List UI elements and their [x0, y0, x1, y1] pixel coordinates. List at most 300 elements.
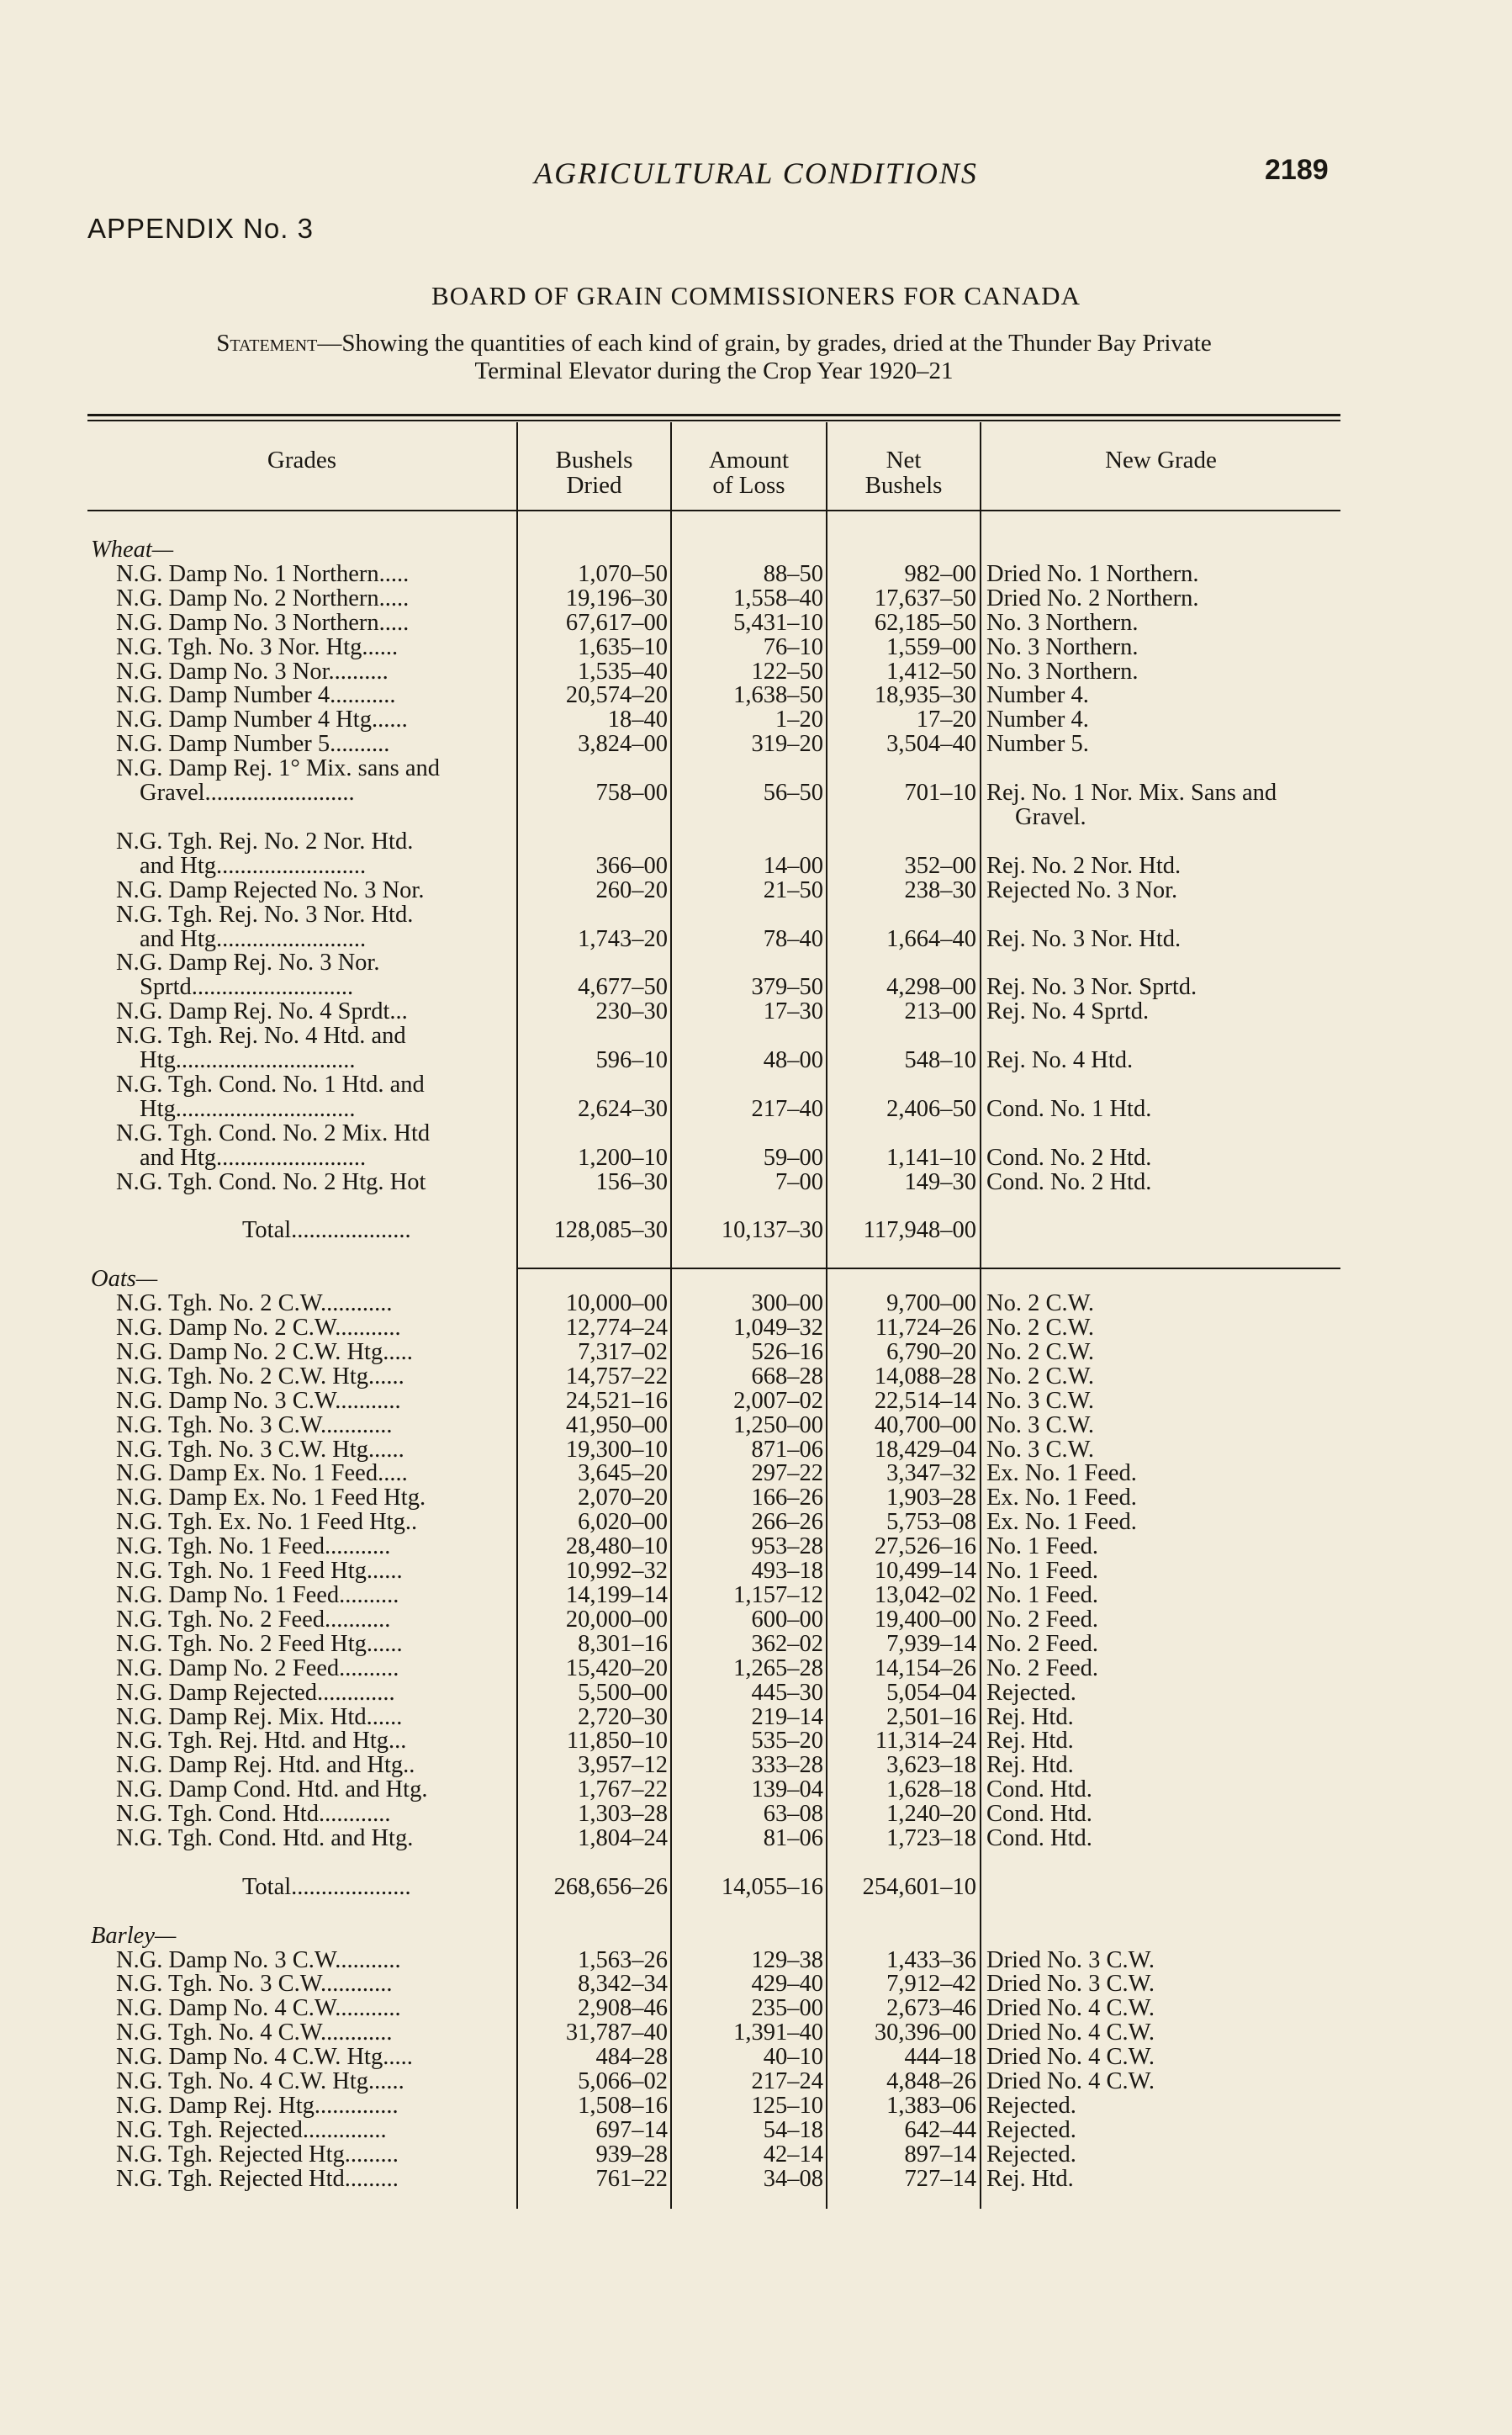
- bushels-dried-cell: 19,300–10: [565, 1437, 668, 1463]
- grade-cell: N.G. Tgh. Rej. Htd. and Htg...: [116, 1729, 407, 1755]
- bushels-dried-cell: 2,908–46: [578, 1997, 668, 2022]
- net-bushels-cell: 3,347–32: [886, 1462, 976, 1487]
- grade-cell: N.G. Tgh. Rejected Htg.........: [116, 2142, 399, 2168]
- grade-cell: N.G. Tgh. No. 3 C.W............: [116, 1413, 393, 1438]
- grade-cell: and Htg.........................: [140, 854, 367, 879]
- amount-of-loss-cell: 1,157–12: [733, 1583, 823, 1608]
- amount-of-loss-cell: 122–50: [751, 659, 823, 685]
- net-bushels-cell: 13,042–02: [874, 1583, 976, 1608]
- running-title: AGRICULTURAL CONDITIONS: [534, 156, 978, 190]
- new-grade-cell: No. 3 Northern.: [986, 659, 1139, 685]
- new-grade-cell: Ex. No. 1 Feed.: [986, 1511, 1137, 1536]
- new-grade-cell: Rej. Htd.: [986, 1705, 1074, 1730]
- bushels-dried-cell: 18–40: [607, 708, 668, 733]
- grade-cell: and Htg.........................: [140, 1146, 367, 1171]
- new-grade-cell: Ex. No. 1 Feed.: [986, 1486, 1137, 1511]
- net-bushels-cell: 3,504–40: [886, 733, 976, 758]
- net-bushels-cell: 1,903–28: [886, 1486, 976, 1511]
- grade-cell: N.G. Tgh. No. 2 Feed Htg......: [116, 1632, 403, 1657]
- new-grade-cell: Rejected.: [986, 2118, 1076, 2143]
- amount-of-loss-cell: 81–06: [763, 1827, 823, 1851]
- grade-cell: N.G. Damp No. 4 C.W...........: [116, 1997, 401, 2022]
- bushels-dried-cell: [518, 903, 668, 928]
- net-bushels-cell: 238–30: [904, 878, 976, 903]
- grade-cell: N.G. Damp No. 4 C.W. Htg.....: [116, 2046, 413, 2071]
- grade-cell: N.G. Damp Rejected No. 3 Nor.: [116, 878, 425, 903]
- grade-cell: N.G. Tgh. Ex. No. 1 Feed Htg..: [116, 1511, 418, 1536]
- section-heading: Oats—: [91, 1268, 158, 1293]
- grade-cell: N.G. Damp Number 4 Htg......: [116, 708, 408, 733]
- net-bushels-cell: 2,673–46: [886, 1997, 976, 2022]
- net-bushels-cell: [827, 1122, 976, 1146]
- bushels-dried-cell: 230–30: [595, 1000, 668, 1025]
- amount-of-loss-cell: 235–00: [751, 1997, 823, 2022]
- amount-of-loss-cell: [672, 538, 823, 563]
- header-amount-of-loss-2: of Loss: [712, 472, 785, 499]
- net-bushels-cell: 5,054–04: [886, 1681, 976, 1706]
- grade-cell: N.G. Tgh. No. 3 Nor. Htg......: [116, 635, 399, 660]
- new-grade-cell: Rej. No. 1 Nor. Mix. Sans and: [986, 781, 1277, 806]
- net-bushels-cell: 117,948–00: [863, 1219, 976, 1244]
- grade-cell: [87, 1194, 516, 1219]
- amount-of-loss-cell: [672, 1851, 823, 1876]
- bushels-dried-column: [518, 538, 668, 2192]
- table-top-rule-thin: [87, 420, 1340, 421]
- amount-of-loss-cell: [672, 903, 823, 928]
- amount-of-loss-cell: 429–40: [751, 1972, 823, 1998]
- new-grade-cell: No. 1 Feed.: [986, 1535, 1098, 1560]
- net-bushels-cell: 701–10: [904, 781, 976, 806]
- bushels-dried-cell: [518, 1851, 668, 1876]
- net-bushels-cell: 7,939–14: [886, 1632, 976, 1657]
- grade-cell: N.G. Tgh. Rej. No. 3 Nor. Htd.: [116, 903, 414, 928]
- grade-cell: N.G. Tgh. Cond. No. 2 Mix. Htd: [116, 1121, 431, 1146]
- new-grade-cell: No. 3 C.W.: [986, 1437, 1094, 1463]
- new-grade-cell: Dried No. 4 C.W.: [986, 2070, 1155, 2094]
- net-bushels-cell: 6,790–20: [886, 1340, 976, 1365]
- amount-of-loss-cell: 319–20: [751, 733, 823, 758]
- net-bushels-cell: [827, 1024, 976, 1049]
- new-grade-cell: Rejected.: [986, 2142, 1076, 2168]
- bushels-dried-cell: 128,085–30: [553, 1219, 668, 1244]
- net-bushels-cell: [827, 1900, 976, 1924]
- header-net-bushels-2: Bushels: [864, 472, 943, 499]
- net-bushels-cell: [827, 806, 976, 830]
- grade-cell: N.G. Tgh. Rej. No. 2 Nor. Htd.: [116, 829, 414, 855]
- amount-of-loss-cell: 59–00: [763, 1146, 823, 1171]
- new-grade-cell: Dried No. 4 C.W.: [986, 2021, 1155, 2046]
- bushels-dried-cell: 1,303–28: [578, 1802, 668, 1828]
- bushels-dried-cell: [518, 830, 668, 855]
- new-grade-cell: [986, 903, 1356, 928]
- net-bushels-cell: 1,141–10: [886, 1146, 976, 1171]
- bushels-dried-cell: 2,624–30: [578, 1097, 668, 1122]
- net-bushels-cell: 17–20: [916, 708, 976, 733]
- net-bushels-cell: 642–44: [904, 2118, 976, 2143]
- total-label: Total....................: [242, 1219, 411, 1244]
- amount-of-loss-cell: 1,638–50: [733, 684, 823, 709]
- new-grade-cell: Dried No. 4 C.W.: [986, 1997, 1155, 2022]
- amount-of-loss-cell: 1,391–40: [733, 2021, 823, 2046]
- amount-of-loss-cell: [672, 951, 823, 976]
- bushels-dried-cell: 1,508–16: [578, 2094, 668, 2119]
- net-bushels-cell: 19,400–00: [874, 1607, 976, 1633]
- grade-cell: N.G. Damp Rej. 1° Mix. sans and: [116, 757, 441, 782]
- header-amount-of-loss: [672, 447, 826, 498]
- new-grade-cell: Rejected No. 3 Nor.: [986, 878, 1178, 903]
- amount-of-loss-cell: [672, 1194, 823, 1219]
- new-grade-cell: No. 3 Northern.: [986, 635, 1139, 660]
- grade-cell: Htg..............................: [140, 1097, 356, 1122]
- amount-of-loss-cell: 78–40: [763, 927, 823, 952]
- amount-of-loss-cell: 297–22: [751, 1462, 823, 1487]
- grade-cell: N.G. Tgh. Cond. No. 1 Htd. and: [116, 1072, 425, 1098]
- new-grade-column: [986, 538, 1356, 2192]
- header-net-bushels: [827, 447, 980, 498]
- bushels-dried-cell: 761–22: [595, 2167, 668, 2192]
- amount-of-loss-cell: 266–26: [751, 1511, 823, 1536]
- new-grade-cell: [986, 1073, 1356, 1098]
- new-grade-cell: Rej. Htd.: [986, 1754, 1074, 1779]
- grade-cell: N.G. Damp No. 3 Northern.....: [116, 611, 410, 636]
- net-bushels-cell: 9,700–00: [886, 1292, 976, 1316]
- bushels-dried-cell: 1,535–40: [578, 659, 668, 685]
- bushels-dried-cell: 1,200–10: [578, 1146, 668, 1171]
- amount-of-loss-cell: 7–00: [775, 1170, 823, 1195]
- grade-cell: [87, 1243, 516, 1268]
- statement-line-1: —Showing the quantities of each kind of grain, by grades, dried at the Thunder Bay Private: [317, 330, 1212, 357]
- new-grade-cell: [986, 951, 1356, 976]
- grade-cell: N.G. Tgh. Rejected Htd.........: [116, 2167, 399, 2192]
- new-grade-cell: Cond. No. 2 Htd.: [986, 1170, 1152, 1195]
- grade-cell: N.G. Tgh. Cond. Htd............: [116, 1802, 391, 1828]
- header-net-bushels-1: Net: [886, 447, 922, 474]
- grade-cell: N.G. Tgh. Cond. No. 2 Htg. Hot: [116, 1170, 426, 1195]
- grade-cell: N.G. Damp No. 2 Northern.....: [116, 586, 410, 611]
- net-bushels-cell: 548–10: [904, 1049, 976, 1073]
- new-grade-cell: [986, 538, 1356, 563]
- bushels-dried-cell: [518, 806, 668, 830]
- new-grade-cell: Dried No. 4 C.W.: [986, 2046, 1155, 2071]
- bushels-dried-cell: 1,804–24: [578, 1827, 668, 1851]
- amount-of-loss-cell: 1,250–00: [733, 1413, 823, 1438]
- amount-of-loss-cell: [672, 1122, 823, 1146]
- amount-of-loss-cell: 14,055–16: [721, 1875, 823, 1900]
- net-bushels-cell: 1,433–36: [886, 1948, 976, 1973]
- amount-of-loss-cell: [672, 806, 823, 830]
- net-bushels-cell: 10,499–14: [874, 1559, 976, 1584]
- header-amount-of-loss-1: Amount: [708, 447, 790, 474]
- net-bushels-cell: 5,753–08: [886, 1511, 976, 1536]
- net-bushels-cell: 254,601–10: [862, 1875, 976, 1900]
- new-grade-cell: No. 2 C.W.: [986, 1292, 1094, 1316]
- amount-of-loss-cell: 379–50: [751, 976, 823, 1001]
- new-grade-cell: Rej. No. 4 Htd.: [986, 1049, 1134, 1073]
- grade-cell: N.G. Tgh. No. 4 C.W. Htg......: [116, 2070, 404, 2094]
- bushels-dried-cell: [518, 1900, 668, 1924]
- new-grade-cell: Rejected.: [986, 1681, 1076, 1706]
- net-bushels-cell: [827, 951, 976, 976]
- bushels-dried-cell: 19,196–30: [565, 586, 668, 611]
- grade-cell: Sprtd...........................: [140, 976, 354, 1001]
- net-bushels-cell: 18,935–30: [874, 684, 976, 709]
- grade-cell: N.G. Tgh. Rejected..............: [116, 2118, 387, 2143]
- new-grade-cell: Rej. No. 4 Sprtd.: [986, 1000, 1150, 1025]
- bushels-dried-cell: [518, 1122, 668, 1146]
- bushels-dried-cell: 8,342–34: [578, 1972, 668, 1998]
- net-bushels-cell: 1,664–40: [886, 927, 976, 952]
- net-bushels-cell: [827, 1194, 976, 1219]
- grade-cell: N.G. Damp Rej. Htg..............: [116, 2094, 399, 2119]
- grade-cell: N.G. Tgh. No. 3 C.W............: [116, 1972, 393, 1998]
- grade-cell: N.G. Damp Rej. No. 3 Nor.: [116, 951, 380, 977]
- amount-of-loss-cell: 166–26: [751, 1486, 823, 1511]
- amount-of-loss-cell: [672, 1024, 823, 1049]
- bushels-dried-cell: 596–10: [595, 1049, 668, 1073]
- new-grade-cell: [986, 1024, 1356, 1049]
- bushels-dried-cell: 484–28: [595, 2046, 668, 2071]
- new-grade-cell: Rej. Htd.: [986, 1729, 1074, 1755]
- net-bushels-cell: 2,406–50: [886, 1097, 976, 1122]
- net-bushels-cell: 1,240–20: [886, 1802, 976, 1828]
- bushels-dried-cell: 15,420–20: [565, 1656, 668, 1681]
- amount-of-loss-cell: 88–50: [763, 562, 823, 587]
- amount-of-loss-cell: 217–40: [751, 1097, 823, 1122]
- amount-of-loss-cell: 953–28: [751, 1535, 823, 1560]
- net-bushels-cell: 14,088–28: [874, 1364, 976, 1390]
- new-grade-cell: Ex. No. 1 Feed.: [986, 1462, 1137, 1487]
- grade-cell: [87, 1900, 516, 1924]
- grade-cell: N.G. Tgh. No. 2 C.W............: [116, 1292, 393, 1316]
- bushels-dried-cell: 1,767–22: [578, 1778, 668, 1803]
- statement-label: Statement: [216, 330, 318, 357]
- amount-of-loss-cell: 17–30: [763, 1000, 823, 1025]
- amount-of-loss-cell: [672, 830, 823, 855]
- bushels-dried-cell: 260–20: [595, 878, 668, 903]
- new-grade-cell: Rej. No. 3 Nor. Sprtd.: [986, 976, 1197, 1001]
- grade-cell: N.G. Damp No. 3 C.W...........: [116, 1389, 401, 1414]
- grade-cell: Gravel.........................: [140, 781, 355, 806]
- net-bushels-cell: 4,848–26: [886, 2070, 976, 2094]
- grades-column: [87, 538, 516, 2192]
- net-bushels-cell: 40,700–00: [874, 1413, 976, 1438]
- amount-of-loss-cell: 526–16: [751, 1340, 823, 1365]
- bushels-dried-cell: 2,720–30: [578, 1705, 668, 1730]
- net-bushels-cell: [827, 1073, 976, 1098]
- amount-of-loss-cell: 1,558–40: [733, 586, 823, 611]
- net-bushels-cell: [827, 1243, 976, 1268]
- amount-of-loss-cell: [672, 1900, 823, 1924]
- net-bushels-cell: 11,314–24: [875, 1729, 976, 1755]
- new-grade-cell: Rej. Htd.: [986, 2167, 1074, 2192]
- grade-cell: N.G. Damp Rejected.............: [116, 1681, 395, 1706]
- new-grade-cell: Number 4.: [986, 708, 1089, 733]
- board-title: BOARD OF GRAIN COMMISSIONERS FOR CANADA: [431, 281, 1081, 310]
- bushels-dried-cell: 156–30: [595, 1170, 668, 1195]
- grade-cell: [87, 1851, 516, 1876]
- header-bushels-dried-2: Dried: [566, 472, 622, 499]
- new-grade-cell: Dried No. 3 C.W.: [986, 1972, 1155, 1998]
- grade-cell: N.G. Damp Rej. Htd. and Htg..: [116, 1754, 415, 1779]
- net-bushels-cell: 17,637–50: [874, 586, 976, 611]
- amount-of-loss-cell: 40–10: [763, 2046, 823, 2071]
- new-grade-cell: [986, 1243, 1356, 1268]
- net-bushels-cell: 897–14: [904, 2142, 976, 2168]
- new-grade-cell: Dried No. 3 C.W.: [986, 1948, 1155, 1973]
- new-grade-cell: Rej. No. 3 Nor. Htd.: [986, 927, 1182, 952]
- amount-of-loss-cell: 1,049–32: [733, 1316, 823, 1341]
- new-grade-cell: No. 2 C.W.: [986, 1316, 1094, 1341]
- grade-cell: N.G. Damp Rej. Mix. Htd......: [116, 1705, 403, 1730]
- grade-cell: N.G. Damp Ex. No. 1 Feed Htg.: [116, 1486, 426, 1511]
- bushels-dried-cell: [518, 757, 668, 781]
- net-bushels-cell: 1,723–18: [886, 1827, 976, 1851]
- new-grade-cell: [986, 1900, 1356, 1924]
- grade-cell: N.G. Damp Rej. No. 4 Sprdt...: [116, 1000, 408, 1025]
- grade-cell: N.G. Tgh. Rej. No. 4 Htd. and: [116, 1024, 406, 1050]
- amount-of-loss-cell: 139–04: [751, 1778, 823, 1803]
- bushels-dried-cell: 5,066–02: [578, 2070, 668, 2094]
- new-grade-cell: Dried No. 2 Northern.: [986, 586, 1199, 611]
- bushels-dried-cell: 2,070–20: [578, 1486, 668, 1511]
- new-grade-cell: Cond. Htd.: [986, 1802, 1092, 1828]
- net-bushels-column: [827, 538, 976, 2192]
- amount-of-loss-cell: 63–08: [763, 1802, 823, 1828]
- net-bushels-cell: [827, 757, 976, 781]
- net-bushels-cell: 1,559–00: [886, 635, 976, 660]
- amount-of-loss-cell: 300–00: [751, 1292, 823, 1316]
- net-bushels-cell: 352–00: [904, 854, 976, 879]
- amount-of-loss-cell: [672, 1073, 823, 1098]
- amount-of-loss-cell: 493–18: [751, 1559, 823, 1584]
- amount-of-loss-cell: 362–02: [751, 1632, 823, 1657]
- section-heading: Barley—: [91, 1924, 177, 1949]
- new-grade-cell: No. 2 Feed.: [986, 1632, 1098, 1657]
- new-grade-cell: [986, 1876, 1356, 1900]
- net-bushels-cell: [827, 1924, 976, 1949]
- bushels-dried-cell: [518, 1924, 668, 1949]
- amount-of-loss-cell: 1–20: [775, 708, 823, 733]
- grade-cell: N.G. Tgh. Cond. Htd. and Htg.: [116, 1827, 414, 1851]
- bushels-dried-cell: [518, 1268, 668, 1292]
- bushels-dried-cell: 758–00: [595, 781, 668, 806]
- new-grade-cell: Number 5.: [986, 733, 1089, 758]
- bushels-dried-cell: 1,743–20: [578, 927, 668, 952]
- net-bushels-cell: 30,396–00: [874, 2021, 976, 2046]
- net-bushels-cell: 213–00: [904, 1000, 976, 1025]
- net-bushels-cell: 1,628–18: [886, 1778, 976, 1803]
- amount-of-loss-cell: 219–14: [751, 1705, 823, 1730]
- grade-cell: N.G. Damp No. 1 Feed..........: [116, 1583, 399, 1608]
- amount-of-loss-column: [672, 538, 823, 2192]
- bushels-dried-cell: 1,563–26: [578, 1948, 668, 1973]
- bushels-dried-cell: 366–00: [595, 854, 668, 879]
- amount-of-loss-cell: 871–06: [751, 1437, 823, 1463]
- bushels-dried-cell: [518, 1243, 668, 1268]
- amount-of-loss-cell: 76–10: [763, 635, 823, 660]
- new-grade-cell: Rejected.: [986, 2094, 1076, 2119]
- amount-of-loss-cell: 445–30: [751, 1681, 823, 1706]
- net-bushels-cell: 982–00: [904, 562, 976, 587]
- grade-cell: N.G. Damp Number 5..........: [116, 733, 390, 758]
- grade-cell: N.G. Tgh. No. 4 C.W............: [116, 2021, 393, 2046]
- amount-of-loss-cell: 21–50: [763, 878, 823, 903]
- bushels-dried-cell: 67,617–00: [565, 611, 668, 636]
- amount-of-loss-cell: 125–10: [751, 2094, 823, 2119]
- net-bushels-cell: 22,514–14: [874, 1389, 976, 1414]
- grade-cell: N.G. Tgh. No. 3 C.W. Htg......: [116, 1437, 404, 1463]
- bushels-dried-cell: [518, 1073, 668, 1098]
- amount-of-loss-cell: 5,431–10: [733, 611, 823, 636]
- net-bushels-cell: 11,724–26: [875, 1316, 976, 1341]
- bushels-dried-cell: [518, 538, 668, 563]
- net-bushels-cell: 2,501–16: [886, 1705, 976, 1730]
- bushels-dried-cell: [518, 1024, 668, 1049]
- grade-cell: and Htg.........................: [140, 927, 367, 952]
- amount-of-loss-cell: 10,137–30: [721, 1219, 823, 1244]
- statement-caption: [87, 330, 1340, 385]
- bushels-dried-cell: 28,480–10: [565, 1535, 668, 1560]
- grade-cell: [87, 806, 516, 830]
- amount-of-loss-cell: [672, 757, 823, 781]
- bushels-dried-cell: 3,824–00: [578, 733, 668, 758]
- amount-of-loss-cell: 2,007–02: [733, 1389, 823, 1414]
- bushels-dried-cell: [518, 1194, 668, 1219]
- amount-of-loss-cell: [672, 1268, 823, 1292]
- appendix-label: APPENDIX No. 3: [87, 213, 314, 244]
- grade-cell: N.G. Damp Ex. No. 1 Feed.....: [116, 1462, 408, 1487]
- bushels-dried-cell: 3,957–12: [578, 1754, 668, 1779]
- bushels-dried-cell: 3,645–20: [578, 1462, 668, 1487]
- new-grade-cell: Cond. No. 2 Htd.: [986, 1146, 1152, 1171]
- grade-cell: N.G. Damp No. 2 C.W. Htg.....: [116, 1340, 413, 1365]
- net-bushels-cell: [827, 1268, 976, 1292]
- section-heading: Wheat—: [91, 538, 174, 563]
- bushels-dried-cell: 268,656–26: [553, 1875, 668, 1900]
- bushels-dried-cell: 1,635–10: [578, 635, 668, 660]
- header-bushels-dried-1: Bushels: [555, 447, 633, 474]
- column-divider-4: [980, 422, 981, 2209]
- bushels-dried-cell: 11,850–10: [566, 1729, 668, 1755]
- bushels-dried-cell: 4,677–50: [578, 976, 668, 1001]
- bushels-dried-cell: 24,521–16: [565, 1389, 668, 1414]
- net-bushels-cell: 149–30: [904, 1170, 976, 1195]
- bushels-dried-cell: 6,020–00: [578, 1511, 668, 1536]
- grade-cell: N.G. Damp Number 4...........: [116, 684, 396, 709]
- bushels-dried-cell: 41,950–00: [565, 1413, 668, 1438]
- amount-of-loss-cell: 14–00: [763, 854, 823, 879]
- grade-cell: N.G. Damp No. 3 C.W...........: [116, 1948, 401, 1973]
- new-grade-cell: Rej. No. 2 Nor. Htd.: [986, 854, 1182, 879]
- bushels-dried-cell: 10,000–00: [565, 1292, 668, 1316]
- amount-of-loss-cell: [672, 1243, 823, 1268]
- net-bushels-cell: 7,912–42: [886, 1972, 976, 1998]
- new-grade-cell: Dried No. 1 Northern.: [986, 562, 1199, 587]
- amount-of-loss-cell: 56–50: [763, 781, 823, 806]
- total-label: Total....................: [242, 1875, 411, 1900]
- new-grade-cell: [986, 1122, 1356, 1146]
- amount-of-loss-cell: 129–38: [751, 1948, 823, 1973]
- new-grade-cell: No. 3 C.W.: [986, 1413, 1094, 1438]
- grade-cell: N.G. Tgh. No. 1 Feed Htg......: [116, 1559, 403, 1584]
- new-grade-cell: [986, 830, 1356, 855]
- net-bushels-cell: 1,383–06: [886, 2094, 976, 2119]
- new-grade-cell: Cond. Htd.: [986, 1778, 1092, 1803]
- new-grade-cell: No. 3 C.W.: [986, 1389, 1094, 1414]
- bushels-dried-cell: 14,199–14: [565, 1583, 668, 1608]
- net-bushels-cell: [827, 1851, 976, 1876]
- amount-of-loss-cell: 1,265–28: [733, 1656, 823, 1681]
